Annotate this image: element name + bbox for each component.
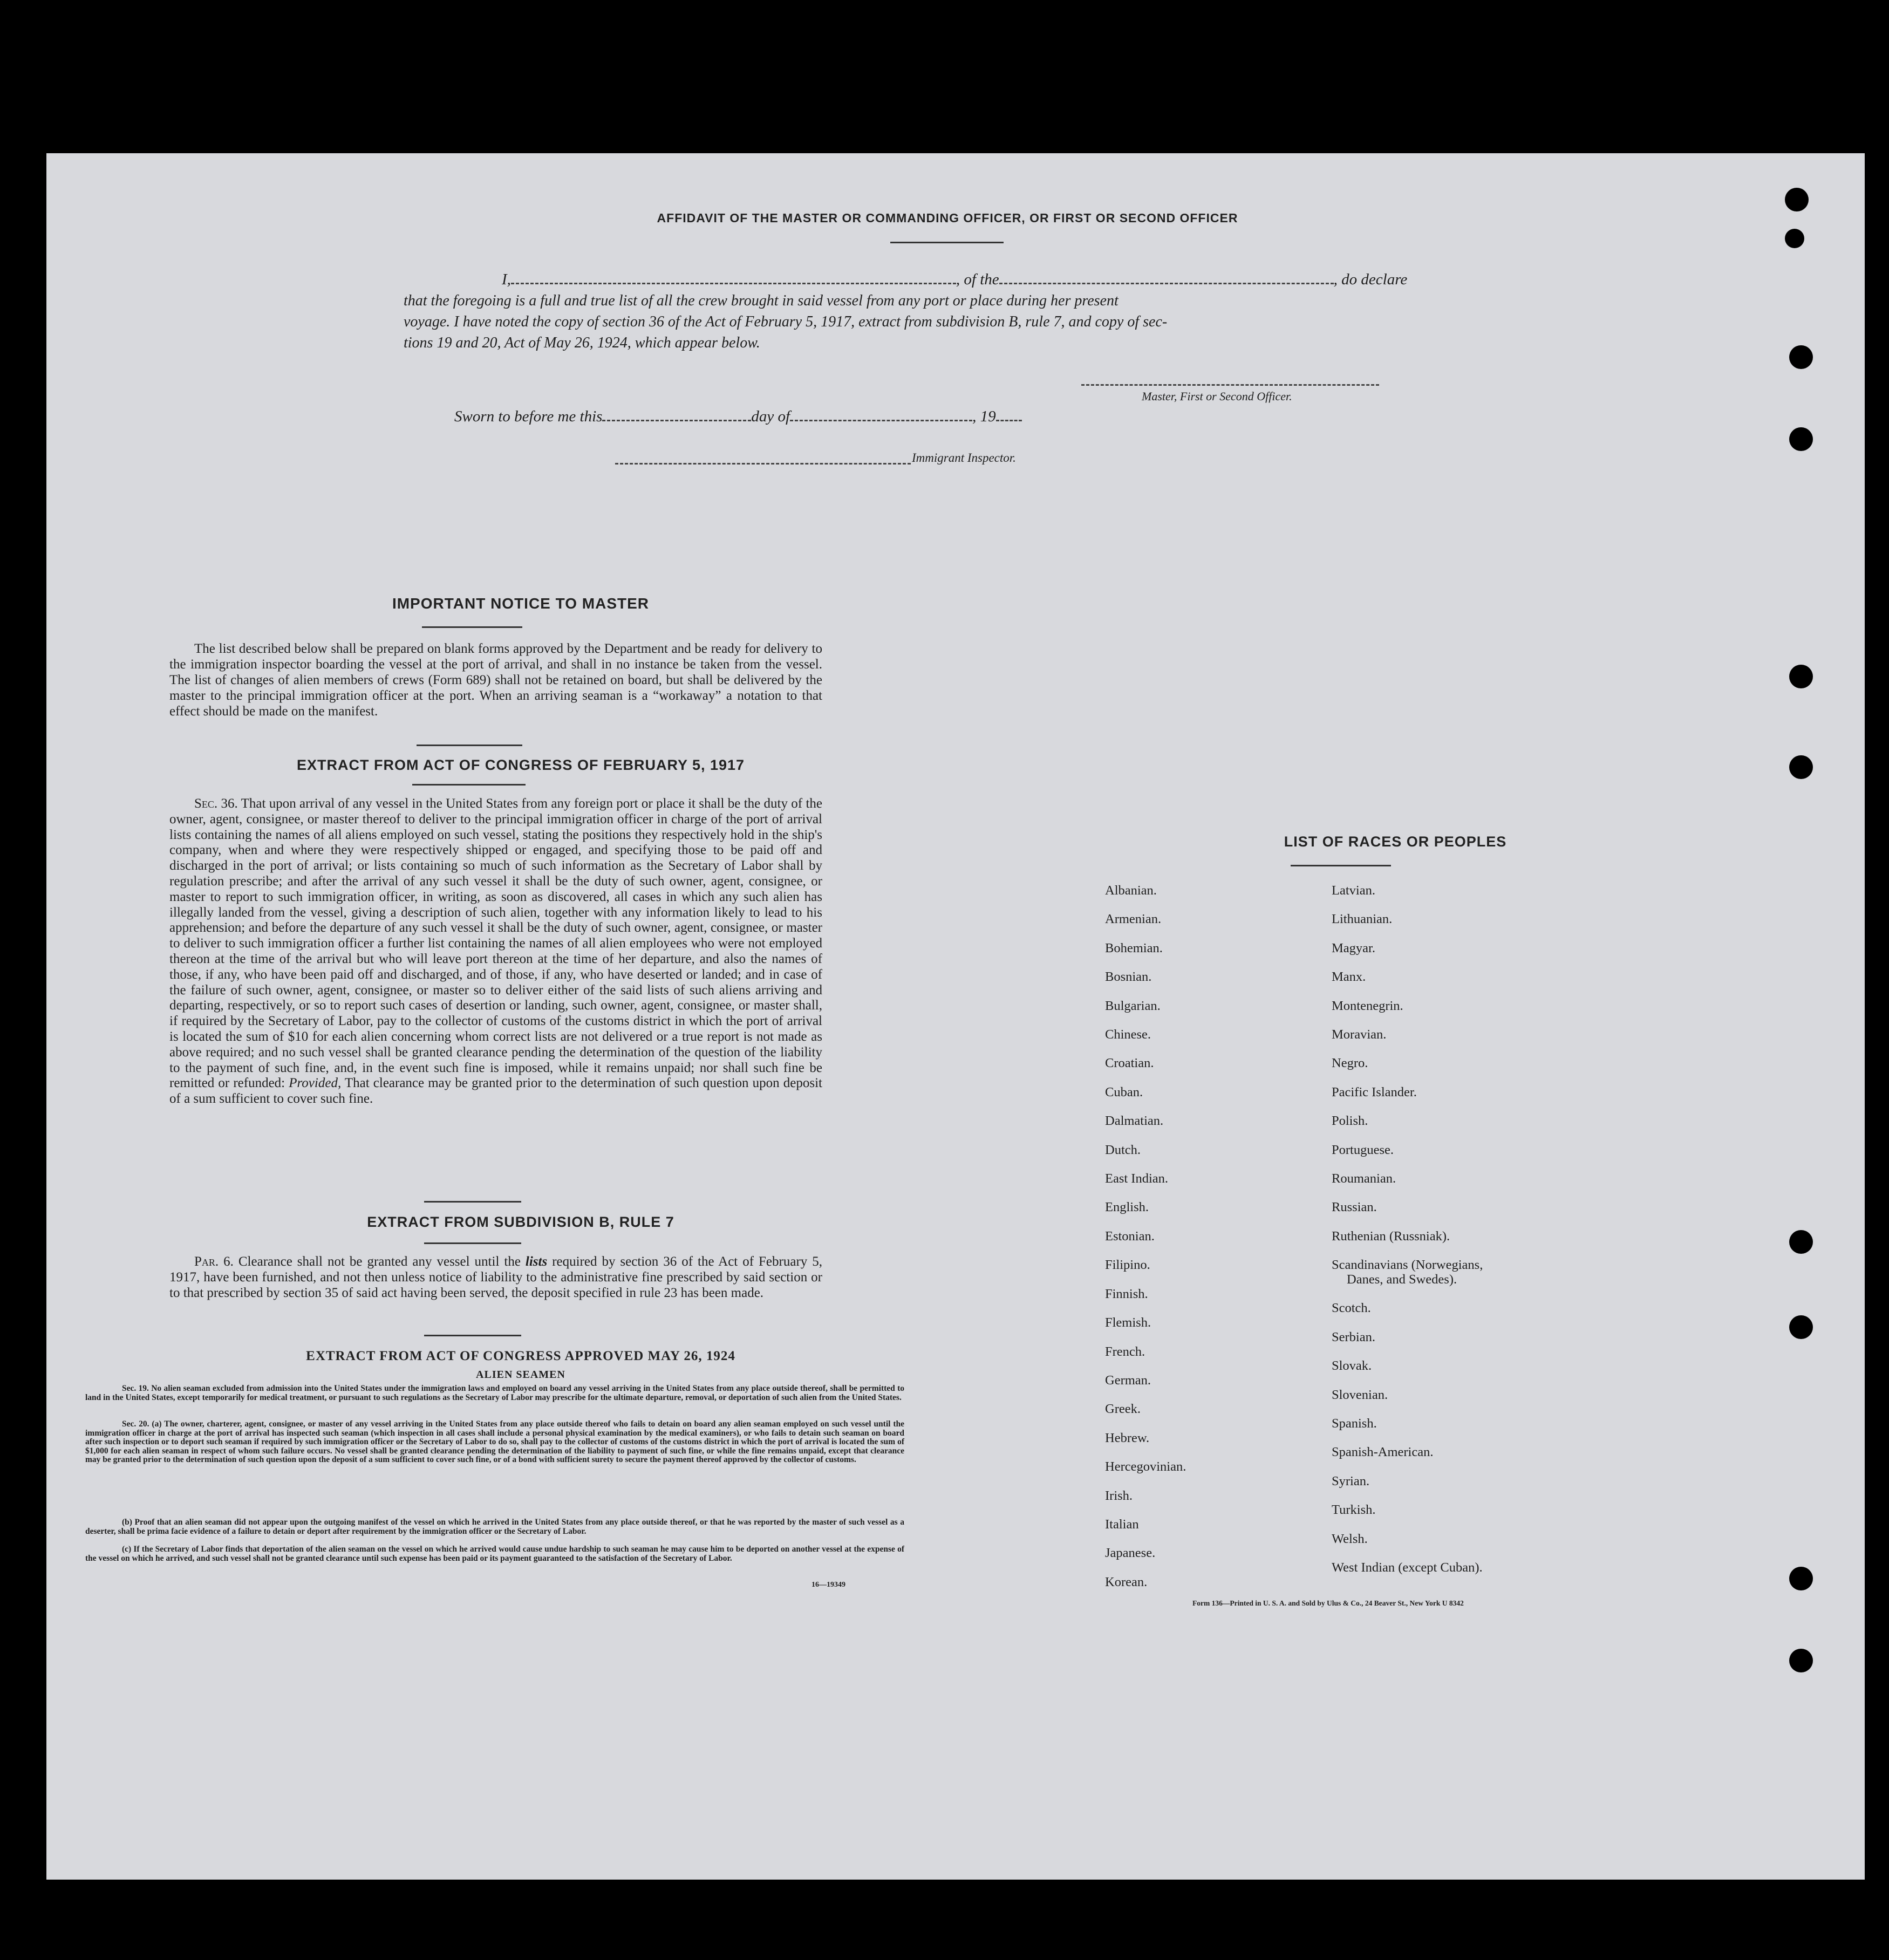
- year-label: , 19: [972, 408, 996, 425]
- binder-hole: [1789, 665, 1813, 688]
- race-item: Russian.: [1332, 1200, 1377, 1215]
- rule-7-text: [169, 1254, 822, 1301]
- notice-title: IMPORTANT NOTICE TO MASTER: [392, 595, 650, 612]
- race-item: Armenian.: [1105, 912, 1162, 927]
- provided-body: That clearance may be granted prior to the determination of such question upon deposit of a sum sufficient to cover such fine.: [169, 1076, 822, 1107]
- section-36-body: That upon arrival of any vessel in the United States from any foreign port or place it shall be the duty of the owner, agent, consignee, or master thereof to deliver to the principal immigration officer in charge of the port of arrival lists containing the names of all aliens employed on such vessel, stating the positions they respectively hold in the ship's company, when and where they were respectively shipped or engaged, and specifying those to be paid off and discharged in the port of arrival; or lists containing so much of such information as the Secretary of Labor shall by regulation prescribe; and after the arrival of any such vessel it shall be the duty of such owner, agent, consignee, or master to report to such immigration officer, in writing, as soon as discovered, all cases in which any such alien has illegally landed from the vessel, giving a description of such alien, together with any information likely to lead to his apprehension; and before the departure of any such vessel it shall be the duty of such owner, agent, consignee, or master to deliver to such immigration officer a further list containing the names of all alien employees who were not employed thereon at the time of the arrival but who will leave port thereon at the time of her departure, and also the names of those, if any, who have been paid off and discharged, and of those, if any, who have deserted or landed; and in case of the failure of such owner, agent, consignee, or master so to deliver either of the said lists of such aliens arriving and departing, respectively, or so to report such cases of desertion or landing, such owner, agent, consignee, or master shall, if required by the Secretary of Labor, pay to the collector of customs of the customs district in which the port of arrival is located the sum of $10 for each alien concerning whom correct lists are not delivered or a true report is not made as above required; and no such vessel shall be granted clearance pending the determination of the question of the liability to the payment of such fine, and, in the event such fine is imposed, while it remains unpaid; nor shall such fine be remitted or refunded:: [169, 796, 822, 1091]
- month-blank[interactable]: [790, 420, 972, 421]
- race-item: Scandinavians (Norwegians,: [1332, 1258, 1483, 1273]
- binder-hole: [1789, 1567, 1813, 1590]
- race-item: West Indian (except Cuban).: [1332, 1560, 1483, 1575]
- race-item: Polish.: [1332, 1114, 1368, 1129]
- race-item: Bulgarian.: [1105, 998, 1161, 1013]
- inspector-caption: Immigrant Inspector.: [912, 451, 1016, 465]
- race-item: Spanish.: [1332, 1416, 1377, 1431]
- section-20b-text: (b) Proof that an alien seaman did not appear upon the outgoing manifest of the vessel on which he arrived in the United States from any place outside thereof, or that he was reported by the master of such vessel as a deserter, shall be prima facie evidence of a failure to detain or deport after requirement by the immigration officer or the Secretary of Labor.: [85, 1518, 904, 1536]
- race-item: Albanian.: [1105, 883, 1157, 898]
- races-right-column: [1332, 876, 1483, 1582]
- race-item: Hebrew.: [1105, 1430, 1150, 1445]
- form-number: 16—19349: [811, 1581, 845, 1589]
- binder-hole: [1789, 1649, 1813, 1672]
- race-item: East Indian.: [1105, 1171, 1169, 1186]
- lead-i: I,: [502, 271, 511, 288]
- race-item: Pacific Islander.: [1332, 1084, 1417, 1099]
- notice-end-rule: [417, 745, 522, 746]
- races-left-column: [1105, 876, 1186, 1596]
- race-item: Magyar.: [1332, 940, 1375, 955]
- printer-imprint: Form 136—Printed in U. S. A. and Sold by Ulus & Co., 24 Beaver St., New York U 8342: [1192, 1599, 1464, 1607]
- extract-1917-rule: [412, 784, 526, 786]
- race-item: Korean.: [1105, 1574, 1148, 1589]
- race-item: Danes, and Swedes).: [1347, 1272, 1457, 1287]
- inspector-signature-line[interactable]: [615, 463, 911, 465]
- race-item: Scotch.: [1332, 1301, 1371, 1316]
- race-item: Portuguese.: [1332, 1142, 1394, 1157]
- race-item: Italian: [1105, 1517, 1139, 1532]
- rule-7-body-b: required by section 36 of the Act of February 5, 1917, have been furnished, and not then unless notice of liability to the administrative fine prescribed by said section or to that prescribed by section 35 of said act having been served, the deposit specified in rule 23 has been made.: [169, 1254, 822, 1300]
- race-item: Greek.: [1105, 1402, 1141, 1417]
- master-signature-line[interactable]: [1081, 384, 1379, 386]
- race-item: Manx.: [1332, 969, 1366, 985]
- race-item: Croatian.: [1105, 1056, 1154, 1071]
- affidavit-title: AFFIDAVIT OF THE MASTER OR COMMANDING OFFICER, OR FIRST OR SECOND OFFICER: [657, 211, 1238, 225]
- race-item: Hercegovinian.: [1105, 1459, 1186, 1474]
- provided-label: Provided,: [289, 1076, 342, 1091]
- extract-1924-title: EXTRACT FROM ACT OF CONGRESS APPROVED MAY 26, 1924: [306, 1349, 735, 1363]
- rule-7-title: EXTRACT FROM SUBDIVISION B, RULE 7: [367, 1214, 674, 1230]
- section-20a-text: Sec. 20. (a) The owner, charterer, agent, consignee, or master of any vessel arriving in the United States from any place outside thereof who fails to detain on board any alien seaman employed on such vessel until the immigration officer in charge at the port of arrival has inspected such seaman (which inspection in all cases shall include a personal physical examination by the medical examiners), or who fails to detain such seaman on board after such inspection or to deport such seaman if required by such immigration officer or the Secretary of Labor to do so, shall pay to the collector of customs of the customs district in which the port of arrival is located the sum of $1,000 for each alien seaman in respect of whom such failure occurs. No vessel shall be granted clearance pending the determination of the liability to payment of such fine, or while the fine remains unpaid, except that clearance may be granted prior to the determination of such question upon the deposit of a sum sufficient to cover such fine, or of a bond with sufficient surety to secure the payment thereof approved by the collector of customs.: [85, 1419, 904, 1464]
- notice-body: The list described below shall be prepared on blank forms approved by the Department and be ready for delivery to the immigration inspector boarding the vessel at the port of arrival, and shall in no instance be taken from the vessel. The list of changes of alien members of crews (Form 689) shall not be retained on board, but shall be delivered by the master to the principal immigration officer at the port. When an arriving seaman is a “workaway” a notation to that effect should be made on the manifest.: [169, 641, 822, 719]
- master-caption: Master, First or Second Officer.: [1142, 390, 1292, 403]
- affidavit-line-3: voyage. I have noted the copy of section 36 of the Act of February 5, 1917, extract from subdivision B, rule 7, and copy of sec-: [404, 313, 1168, 330]
- lists-word: lists: [525, 1254, 548, 1269]
- rule-7-end-rule: [424, 1335, 521, 1336]
- race-item: Roumanian.: [1332, 1171, 1396, 1186]
- race-item: Latvian.: [1332, 883, 1375, 898]
- rule-7-rule: [424, 1242, 521, 1244]
- rule-7-body-a: Clearance shall not be granted any vessel until the: [238, 1254, 521, 1269]
- races-title: LIST OF RACES OR PEOPLES: [1284, 834, 1507, 850]
- binder-hole: [1789, 1230, 1813, 1254]
- do-declare-label: , do declare: [1333, 271, 1408, 288]
- vessel-blank[interactable]: [999, 283, 1334, 284]
- race-item: Cuban.: [1105, 1084, 1143, 1099]
- race-item: Ruthenian (Russniak).: [1332, 1228, 1450, 1244]
- binder-hole: [1789, 427, 1813, 451]
- extract-1917-title: EXTRACT FROM ACT OF CONGRESS OF FEBRUARY 5, 1917: [296, 757, 745, 773]
- binder-hole: [1785, 229, 1804, 248]
- race-item: Bosnian.: [1105, 969, 1152, 985]
- binder-hole: [1789, 755, 1813, 779]
- race-item: English.: [1105, 1200, 1149, 1215]
- of-the-label: , of the: [956, 271, 999, 288]
- race-item: Irish.: [1105, 1488, 1133, 1503]
- race-item: Negro.: [1332, 1056, 1368, 1071]
- par-6-label: Par. 6.: [194, 1254, 234, 1269]
- race-item: Syrian.: [1332, 1473, 1370, 1488]
- race-item: Slovak.: [1332, 1358, 1372, 1374]
- notice-rule: [422, 626, 522, 628]
- affidavit-line-4: tions 19 and 20, Act of May 26, 1924, which appear below.: [404, 334, 760, 351]
- title-rule: [890, 242, 1004, 243]
- section-19-text: Sec. 19. No alien seaman excluded from admission into the United States under the immigration laws and employed on board any vessel arriving in the United States from any place outside thereof, shall be permitted to land in the United States, except temporarily for medical treatment, or pursuant to such regulations as the Secretary of Labor may prescribe for the ultimate departure, removal, or deportation of such alien from the United States.: [85, 1384, 904, 1402]
- race-item: Filipino.: [1105, 1258, 1150, 1273]
- section-20c-text: (c) If the Secretary of Labor finds that deportation of the alien seaman on the vessel on which he arrived would cause undue hardship to such seaman he may cause him to be deported on another vessel at the expense of the vessel on which he arrived, and such vessel shall not be granted clearance until such expense has been paid or its payment guaranteed to the satisfaction of the Secretary of Labor.: [85, 1545, 904, 1563]
- race-item: Slovenian.: [1332, 1387, 1388, 1402]
- day-blank[interactable]: [602, 420, 751, 421]
- race-item: Finnish.: [1105, 1286, 1148, 1301]
- extract-1917-end-rule: [424, 1201, 521, 1203]
- race-item: Flemish.: [1105, 1315, 1151, 1330]
- affidavit-first-line: [454, 271, 1458, 289]
- race-item: Montenegrin.: [1332, 998, 1403, 1013]
- binder-hole: [1785, 188, 1809, 211]
- year-blank[interactable]: [996, 420, 1022, 421]
- race-item: Moravian.: [1332, 1027, 1387, 1042]
- affidavit-line-2: that the foregoing is a full and true list of all the crew brought in said vessel from any port or place during her present: [404, 292, 1119, 309]
- binder-hole: [1789, 1315, 1813, 1339]
- race-item: Serbian.: [1332, 1329, 1375, 1344]
- alien-seamen-subtitle: ALIEN SEAMEN: [476, 1369, 565, 1381]
- race-item: Lithuanian.: [1332, 912, 1393, 927]
- section-36-text: [169, 796, 822, 1107]
- race-item: German.: [1105, 1372, 1151, 1388]
- section-36-label: Sec. 36.: [194, 796, 238, 811]
- races-rule: [1291, 865, 1391, 866]
- binder-hole: [1789, 345, 1813, 369]
- race-item: Spanish-American.: [1332, 1445, 1434, 1460]
- race-item: Chinese.: [1105, 1027, 1151, 1042]
- day-of-label: day of: [751, 408, 790, 425]
- sworn-line: [454, 408, 1129, 426]
- race-item: Dutch.: [1105, 1142, 1141, 1157]
- race-item: Japanese.: [1105, 1546, 1156, 1561]
- race-item: French.: [1105, 1344, 1145, 1359]
- document-sheet: [46, 153, 1865, 1880]
- name-blank[interactable]: [511, 283, 956, 284]
- race-item: Dalmatian.: [1105, 1114, 1164, 1129]
- sworn-label: Sworn to before me this: [454, 408, 603, 425]
- race-item: Turkish.: [1332, 1503, 1376, 1518]
- race-item: Estonian.: [1105, 1228, 1155, 1244]
- race-item: Bohemian.: [1105, 940, 1163, 955]
- race-item: Welsh.: [1332, 1531, 1368, 1546]
